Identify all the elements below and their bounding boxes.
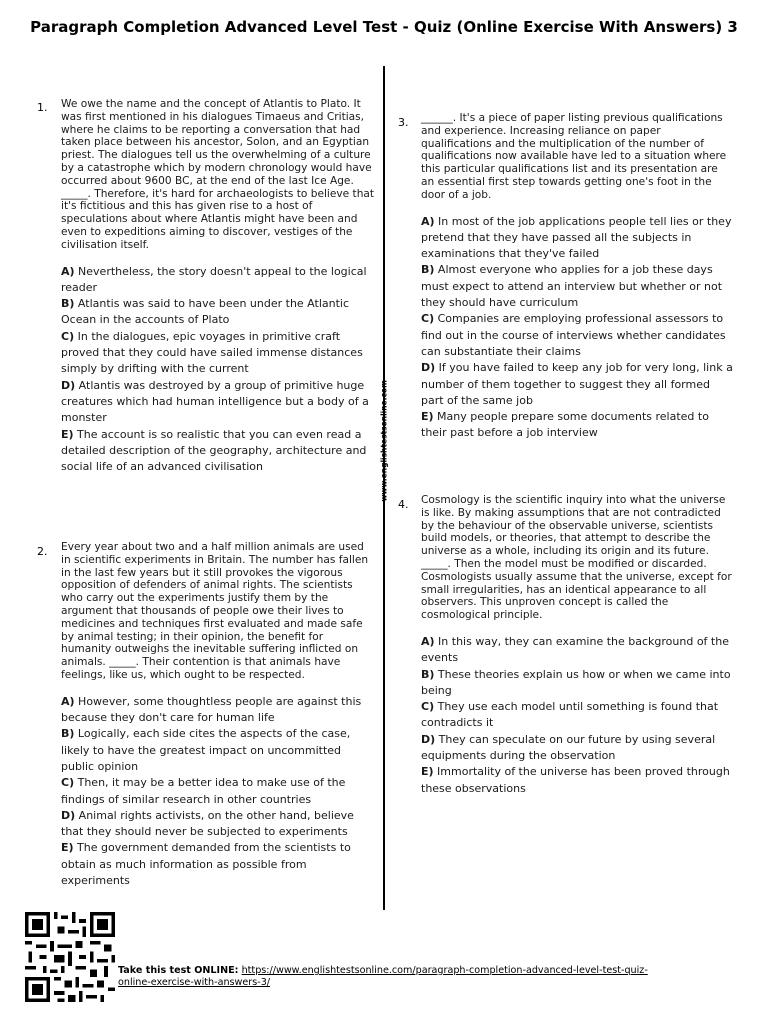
- option-letter: C): [61, 776, 75, 790]
- option-text: Almost everyone who applies for a job these days must expect to attend an interview but whether or not they should have curriculum: [421, 263, 723, 310]
- option-a[interactable]: [61, 264, 379, 297]
- option-text: Companies are employing professional assessors to find out in the course of interviews whether candidates can substantiate their claims: [421, 312, 726, 358]
- option-a[interactable]: [421, 634, 733, 667]
- option-letter: C): [421, 312, 435, 326]
- question-paragraph: We owe the name and the concept of Atlantis to Plato. It was first mentioned in his dialogues Timaeus and Critias, where he claims to be reporting a conversation that had taken place between his ancestor, Solon, and an Egyptian priest. The dialogues tell us the overwhelming of a culture by a catastrophe which by modern chronology would have occurred about 9600 BC, at the end of the last Ice Age. _____. Therefore, it's hard for archaeologists to believe that it's fictitious and this has given rise to a host of speculations about where Atlantis might have been and even to expeditions aiming to discover, vestiges of the civilisation itself.: [61, 98, 375, 251]
- question-paragraph: Cosmology is the scientific inquiry into what the universe is like. By making assumptions that are not contradicted by the behaviour of the observable universe, scientists build models, or theories, that attempt to describe the universe as a whole, including its origin and its future. _____. Then the model must be modified or discarded. Cosmologists usually assume that the universe, except for small irregularities, has an identical appearance to all observers. This unproven concept is called the cosmological principle.: [421, 494, 732, 622]
- option-text: The government demanded from the scientists to obtain as much information as possible from experiments: [61, 841, 351, 888]
- option-list: [421, 214, 733, 442]
- option-a[interactable]: [61, 694, 373, 727]
- option-text: Atlantis was destroyed by a group of primitive huge creatures which had human intelligence but a body of a monster: [61, 378, 369, 425]
- option-letter: D): [421, 361, 436, 375]
- qr-code[interactable]: [25, 912, 115, 1002]
- question-paragraph: ______. It's a piece of paper listing previous qualifications and experience. Increasing reliance on paper qualifications and the multiplication of the number of qualifications now available have led to a situation where this particular qualifications list and its presentation are an essential first step towards getting one's foot in the door of a job.: [421, 112, 727, 201]
- option-e[interactable]: [61, 840, 373, 889]
- option-b[interactable]: [61, 726, 373, 775]
- option-text: Many people prepare some documents related to their past before a job interview: [421, 410, 709, 440]
- option-letter: D): [61, 808, 76, 822]
- option-text: Then, it may be a better idea to make use of the findings of similar research in other countries: [61, 776, 346, 806]
- option-c[interactable]: [61, 329, 379, 378]
- option-text: Nevertheless, the story doesn't appeal to the logical reader: [61, 264, 367, 294]
- question-number: 4.: [398, 498, 409, 511]
- option-letter: A): [61, 264, 75, 278]
- option-a[interactable]: [421, 214, 733, 263]
- option-text: In this way, they can examine the background of the events: [421, 634, 729, 665]
- site-watermark: [379, 380, 389, 502]
- question-paragraph: Every year about two and a half million animals are used in scientific experiments in Britain. The number has fallen in the last few years but it still provokes the vigorous opposition of defenders of animal rights. The scientists who carry out the experiments justify them by the argument that thousands of people owe their lives to medicines and techniques first evaluated and made safe by animal testing; in their opinion, the benefit for humanity outweighs the inevitable suffering inflicted on animals. _____. Their contention is that animals have feelings, like us, which ought to be respected.: [61, 541, 369, 681]
- option-d[interactable]: [421, 732, 733, 765]
- question-number: 2.: [37, 545, 48, 558]
- option-letter: D): [421, 732, 436, 746]
- question-3: [421, 112, 733, 442]
- question-number: 3.: [398, 116, 409, 129]
- page-title: Paragraph Completion Advanced Level Test - Quiz (Online Exercise With Answers) 3: [30, 18, 738, 36]
- option-letter: C): [421, 700, 435, 714]
- footer-label: Take this test ONLINE:: [118, 965, 239, 976]
- option-text: Animal rights activists, on the other hand, believe that they should never be subjected to experiments: [61, 808, 354, 839]
- test-online-link[interactable]: https://www.englishtestsonline.com/paragraph-completion-advanced-level-test-quiz-online-exercise-with-answers-3/: [118, 965, 648, 988]
- option-b[interactable]: [421, 262, 733, 311]
- option-list: [61, 694, 373, 890]
- watermark-text: www.englishtestsonline.com: [379, 380, 389, 502]
- option-text: Immortality of the universe has been proved through these observations: [421, 765, 730, 795]
- option-letter: B): [61, 297, 75, 311]
- option-text: Atlantis was said to have been under the Atlantic Ocean in the accounts of Plato: [61, 297, 350, 327]
- option-letter: E): [421, 410, 434, 424]
- option-e[interactable]: [61, 427, 379, 476]
- option-letter: B): [61, 727, 75, 741]
- option-c[interactable]: [421, 699, 733, 732]
- question-2: [61, 541, 373, 889]
- option-c[interactable]: [421, 311, 733, 360]
- option-letter: C): [61, 329, 75, 343]
- question-number: 1.: [37, 101, 48, 114]
- option-letter: A): [421, 214, 435, 228]
- option-letter: A): [61, 694, 75, 708]
- footer: [118, 965, 678, 989]
- option-text: If you have failed to keep any job for very long, link a number of them together to suggest they all formed part of the same job: [421, 361, 733, 407]
- option-letter: A): [421, 634, 435, 648]
- option-letter: E): [421, 765, 434, 779]
- option-text: They can speculate on our future by using several equipments during the observation: [421, 732, 716, 763]
- option-letter: B): [421, 667, 435, 681]
- option-d[interactable]: [61, 808, 373, 841]
- option-letter: D): [61, 378, 76, 392]
- option-b[interactable]: [421, 667, 733, 700]
- option-letter: B): [421, 263, 435, 277]
- question-1: [61, 98, 379, 475]
- option-letter: E): [61, 427, 74, 441]
- option-letter: E): [61, 841, 74, 855]
- option-text: They use each model until something is found that contradicts it: [421, 700, 719, 730]
- option-list: [421, 634, 733, 797]
- option-text: The account is so realistic that you can even read a detailed description of the geography, architecture and social life of an advanced civilisation: [61, 427, 367, 474]
- option-text: In the dialogues, epic voyages in primitive craft proved that they could have sailed immense distances simply by drifting with the current: [61, 329, 363, 376]
- option-text: In most of the job applications people tell lies or they pretend that they have passed all the subjects in examinations that they've failed: [421, 214, 732, 261]
- question-4: [421, 494, 733, 797]
- option-e[interactable]: [421, 409, 733, 442]
- option-e[interactable]: [421, 764, 733, 797]
- option-list: [61, 264, 379, 476]
- option-text: Logically, each side cites the aspects of the case, likely to have the greatest impact on uncommitted public opinion: [61, 727, 351, 773]
- option-text: However, some thoughtless people are against this because they don't care for human life: [61, 694, 362, 725]
- option-c[interactable]: [61, 775, 373, 808]
- option-text: These theories explain us how or when we came into being: [421, 667, 731, 697]
- option-d[interactable]: [421, 360, 733, 409]
- option-d[interactable]: [61, 378, 379, 427]
- option-b[interactable]: [61, 296, 379, 329]
